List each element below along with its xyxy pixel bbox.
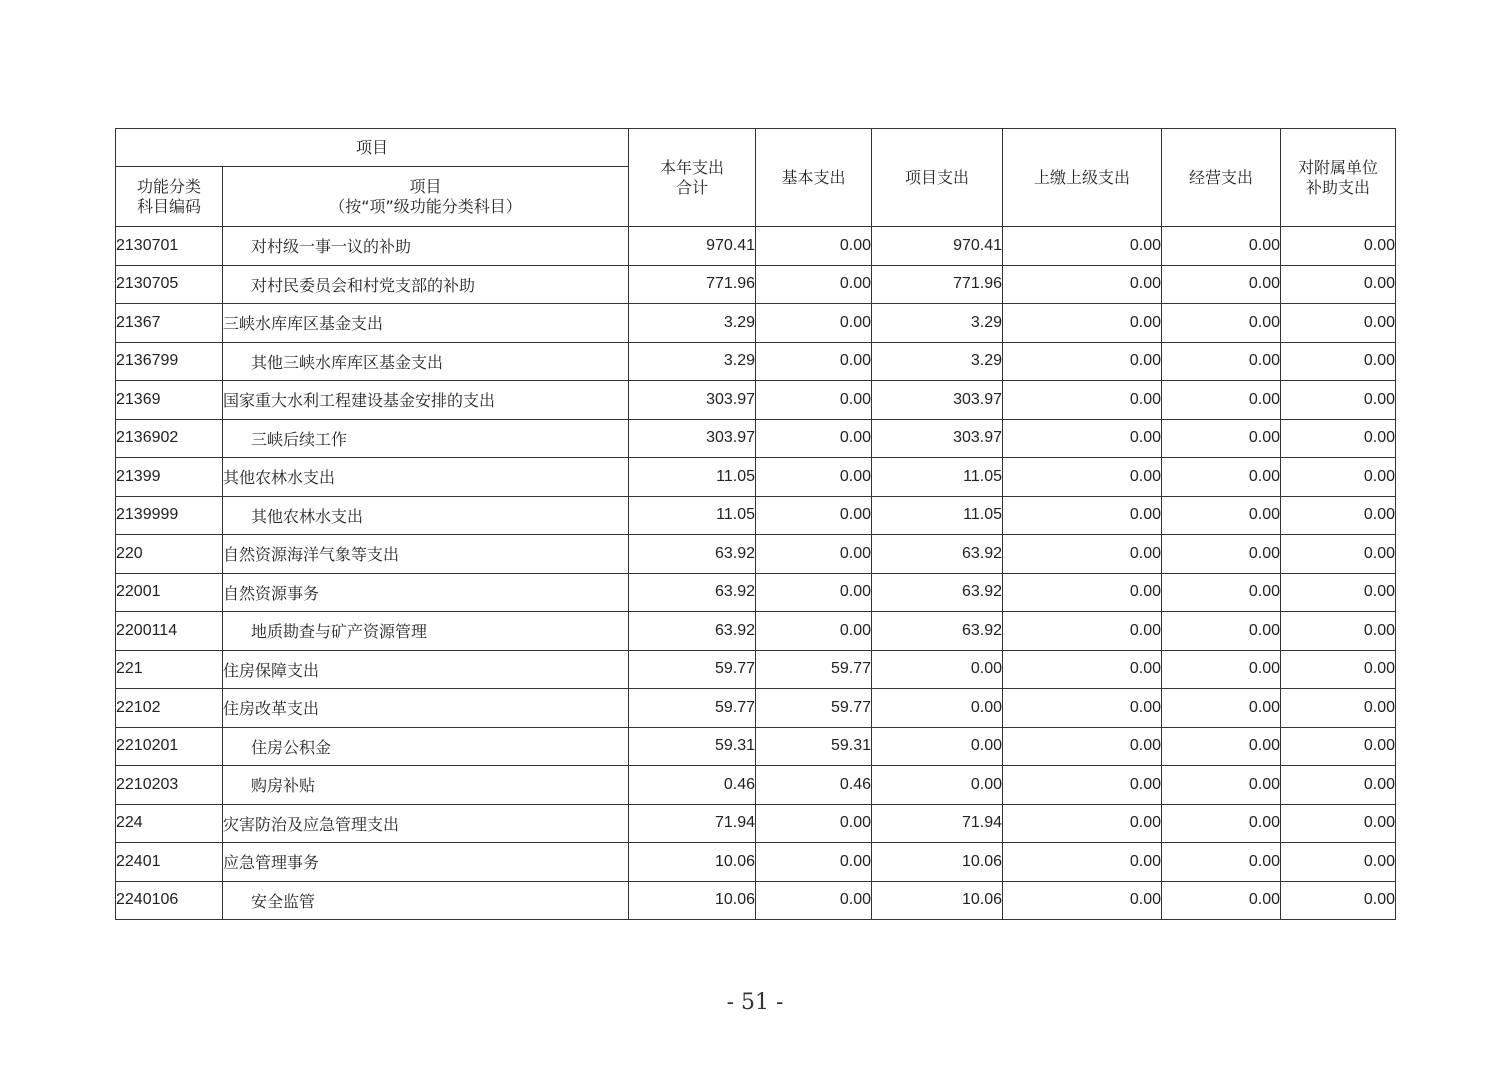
cell-name: 住房保障支出 — [223, 650, 629, 689]
cell-operating: 0.00 — [1162, 612, 1281, 651]
cell-project: 63.92 — [872, 535, 1003, 574]
cell-subsidiary: 0.00 — [1281, 573, 1396, 612]
cell-total: 11.05 — [629, 496, 756, 535]
cell-upper: 0.00 — [1003, 766, 1162, 805]
cell-name: 购房补贴 — [223, 766, 629, 805]
cell-code: 2210203 — [116, 766, 223, 805]
cell-basic: 0.00 — [756, 342, 872, 381]
table-row — [116, 342, 1396, 381]
cell-project: 10.06 — [872, 843, 1003, 882]
cell-operating: 0.00 — [1162, 766, 1281, 805]
table-row — [116, 535, 1396, 574]
cell-operating: 0.00 — [1162, 265, 1281, 304]
cell-upper: 0.00 — [1003, 342, 1162, 381]
cell-operating: 0.00 — [1162, 650, 1281, 689]
table-row — [116, 381, 1396, 420]
cell-subsidiary: 0.00 — [1281, 227, 1396, 266]
table-row — [116, 419, 1396, 458]
page-number: - 51 - — [726, 990, 784, 1015]
cell-basic: 0.00 — [756, 458, 872, 497]
cell-basic: 59.77 — [756, 650, 872, 689]
cell-total: 11.05 — [629, 458, 756, 497]
cell-subsidiary: 0.00 — [1281, 650, 1396, 689]
cell-project: 63.92 — [872, 612, 1003, 651]
header-project: 项目支出 — [872, 129, 1003, 227]
cell-code: 2136902 — [116, 419, 223, 458]
cell-name: 对村级一事一议的补助 — [223, 227, 629, 266]
cell-operating: 0.00 — [1162, 342, 1281, 381]
cell-operating: 0.00 — [1162, 458, 1281, 497]
cell-operating: 0.00 — [1162, 419, 1281, 458]
cell-name: 住房公积金 — [223, 727, 629, 766]
cell-upper: 0.00 — [1003, 612, 1162, 651]
cell-code: 21367 — [116, 304, 223, 343]
cell-upper: 0.00 — [1003, 458, 1162, 497]
cell-subsidiary: 0.00 — [1281, 419, 1396, 458]
cell-total: 970.41 — [629, 227, 756, 266]
cell-subsidiary: 0.00 — [1281, 766, 1396, 805]
cell-name: 灾害防治及应急管理支出 — [223, 804, 629, 843]
cell-basic: 0.00 — [756, 496, 872, 535]
cell-code: 22102 — [116, 689, 223, 728]
cell-project: 0.00 — [872, 766, 1003, 805]
cell-basic: 0.00 — [756, 265, 872, 304]
cell-code: 21369 — [116, 381, 223, 420]
header-func-code-line2: 科目编码 — [136, 196, 201, 216]
table-body — [116, 227, 1396, 920]
cell-total: 0.46 — [629, 766, 756, 805]
table-row — [116, 804, 1396, 843]
table-row — [116, 881, 1396, 920]
cell-basic: 0.00 — [756, 304, 872, 343]
table-row — [116, 573, 1396, 612]
cell-upper: 0.00 — [1003, 843, 1162, 882]
cell-upper: 0.00 — [1003, 573, 1162, 612]
table-row — [116, 458, 1396, 497]
header-basic: 基本支出 — [756, 129, 872, 227]
header-operating: 经营支出 — [1162, 129, 1281, 227]
cell-subsidiary: 0.00 — [1281, 881, 1396, 920]
cell-project: 0.00 — [872, 689, 1003, 728]
cell-basic: 59.31 — [756, 727, 872, 766]
cell-basic: 0.46 — [756, 766, 872, 805]
cell-upper: 0.00 — [1003, 727, 1162, 766]
cell-project: 0.00 — [872, 727, 1003, 766]
cell-basic: 0.00 — [756, 535, 872, 574]
cell-total: 63.92 — [629, 573, 756, 612]
cell-operating: 0.00 — [1162, 881, 1281, 920]
cell-code: 2130705 — [116, 265, 223, 304]
cell-total: 59.77 — [629, 689, 756, 728]
cell-subsidiary: 0.00 — [1281, 304, 1396, 343]
cell-project: 970.41 — [872, 227, 1003, 266]
cell-total: 303.97 — [629, 419, 756, 458]
cell-subsidiary: 0.00 — [1281, 458, 1396, 497]
cell-subsidiary: 0.00 — [1281, 535, 1396, 574]
header-project-group: 项目 — [116, 129, 629, 167]
cell-basic: 0.00 — [756, 804, 872, 843]
cell-code: 2130701 — [116, 227, 223, 266]
cell-project: 71.94 — [872, 804, 1003, 843]
cell-operating: 0.00 — [1162, 227, 1281, 266]
cell-operating: 0.00 — [1162, 381, 1281, 420]
cell-project: 3.29 — [872, 304, 1003, 343]
cell-name: 其他三峡水库库区基金支出 — [223, 342, 629, 381]
cell-name: 三峡水库库区基金支出 — [223, 304, 629, 343]
cell-basic: 0.00 — [756, 381, 872, 420]
cell-code: 221 — [116, 650, 223, 689]
cell-operating: 0.00 — [1162, 535, 1281, 574]
cell-project: 11.05 — [872, 458, 1003, 497]
cell-code: 2139999 — [116, 496, 223, 535]
cell-subsidiary: 0.00 — [1281, 612, 1396, 651]
cell-name: 应急管理事务 — [223, 843, 629, 882]
cell-project: 10.06 — [872, 881, 1003, 920]
cell-basic: 0.00 — [756, 612, 872, 651]
table-row — [116, 727, 1396, 766]
table-row — [116, 496, 1396, 535]
cell-upper: 0.00 — [1003, 265, 1162, 304]
cell-code: 2200114 — [116, 612, 223, 651]
cell-total: 59.31 — [629, 727, 756, 766]
cell-code: 224 — [116, 804, 223, 843]
header-total — [629, 129, 756, 227]
cell-total: 63.92 — [629, 612, 756, 651]
cell-project: 11.05 — [872, 496, 1003, 535]
cell-code: 2136799 — [116, 342, 223, 381]
cell-operating: 0.00 — [1162, 843, 1281, 882]
cell-subsidiary: 0.00 — [1281, 804, 1396, 843]
cell-subsidiary: 0.00 — [1281, 381, 1396, 420]
cell-name: 住房改革支出 — [223, 689, 629, 728]
cell-name: 地质勘查与矿产资源管理 — [223, 612, 629, 651]
header-subsidiary-line1: 对附属单位 — [1298, 157, 1379, 177]
cell-upper: 0.00 — [1003, 381, 1162, 420]
header-func-code — [116, 167, 223, 227]
cell-operating: 0.00 — [1162, 496, 1281, 535]
cell-upper: 0.00 — [1003, 496, 1162, 535]
cell-name: 自然资源事务 — [223, 573, 629, 612]
cell-total: 63.92 — [629, 535, 756, 574]
cell-subsidiary: 0.00 — [1281, 496, 1396, 535]
cell-operating: 0.00 — [1162, 573, 1281, 612]
cell-code: 2240106 — [116, 881, 223, 920]
expenditure-table — [115, 128, 1396, 920]
table-row — [116, 689, 1396, 728]
cell-operating: 0.00 — [1162, 727, 1281, 766]
cell-code: 21399 — [116, 458, 223, 497]
cell-name: 三峡后续工作 — [223, 419, 629, 458]
cell-basic: 0.00 — [756, 881, 872, 920]
table-row — [116, 612, 1396, 651]
cell-upper: 0.00 — [1003, 689, 1162, 728]
cell-total: 59.77 — [629, 650, 756, 689]
cell-project: 63.92 — [872, 573, 1003, 612]
header-row-1 — [116, 129, 1396, 167]
cell-code: 2210201 — [116, 727, 223, 766]
cell-total: 303.97 — [629, 381, 756, 420]
cell-project: 303.97 — [872, 419, 1003, 458]
table-row — [116, 843, 1396, 882]
cell-name: 自然资源海洋气象等支出 — [223, 535, 629, 574]
cell-project: 0.00 — [872, 650, 1003, 689]
cell-code: 22401 — [116, 843, 223, 882]
header-upper: 上缴上级支出 — [1003, 129, 1162, 227]
header-total-line1: 本年支出 — [660, 157, 725, 177]
cell-basic: 0.00 — [756, 419, 872, 458]
cell-upper: 0.00 — [1003, 227, 1162, 266]
cell-subsidiary: 0.00 — [1281, 689, 1396, 728]
cell-name: 国家重大水利工程建设基金安排的支出 — [223, 381, 629, 420]
cell-code: 220 — [116, 535, 223, 574]
cell-total: 3.29 — [629, 342, 756, 381]
header-total-line2: 合计 — [676, 177, 709, 197]
table-row — [116, 766, 1396, 805]
cell-basic: 0.00 — [756, 573, 872, 612]
cell-basic: 0.00 — [756, 227, 872, 266]
cell-upper: 0.00 — [1003, 535, 1162, 574]
header-project-name — [223, 167, 629, 227]
cell-total: 71.94 — [629, 804, 756, 843]
cell-project: 3.29 — [872, 342, 1003, 381]
cell-upper: 0.00 — [1003, 419, 1162, 458]
header-project-name-line2: （按“项”级功能分类科目） — [329, 196, 522, 216]
cell-upper: 0.00 — [1003, 650, 1162, 689]
cell-operating: 0.00 — [1162, 304, 1281, 343]
cell-total: 10.06 — [629, 843, 756, 882]
header-subsidiary-line2: 补助支出 — [1306, 177, 1371, 197]
cell-code: 22001 — [116, 573, 223, 612]
cell-name: 对村民委员会和村党支部的补助 — [223, 265, 629, 304]
cell-operating: 0.00 — [1162, 804, 1281, 843]
table-row — [116, 227, 1396, 266]
header-project-name-line1: 项目 — [409, 176, 442, 196]
cell-upper: 0.00 — [1003, 881, 1162, 920]
cell-total: 10.06 — [629, 881, 756, 920]
cell-name: 安全监管 — [223, 881, 629, 920]
cell-upper: 0.00 — [1003, 804, 1162, 843]
cell-upper: 0.00 — [1003, 304, 1162, 343]
cell-basic: 0.00 — [756, 843, 872, 882]
cell-project: 303.97 — [872, 381, 1003, 420]
cell-total: 3.29 — [629, 304, 756, 343]
cell-subsidiary: 0.00 — [1281, 727, 1396, 766]
table-row — [116, 650, 1396, 689]
cell-subsidiary: 0.00 — [1281, 342, 1396, 381]
cell-total: 771.96 — [629, 265, 756, 304]
cell-project: 771.96 — [872, 265, 1003, 304]
cell-name: 其他农林水支出 — [223, 496, 629, 535]
cell-operating: 0.00 — [1162, 689, 1281, 728]
cell-name: 其他农林水支出 — [223, 458, 629, 497]
table-row — [116, 265, 1396, 304]
header-subsidiary — [1281, 129, 1396, 227]
table-row — [116, 304, 1396, 343]
cell-basic: 59.77 — [756, 689, 872, 728]
cell-subsidiary: 0.00 — [1281, 265, 1396, 304]
header-func-code-line1: 功能分类 — [136, 176, 201, 196]
cell-subsidiary: 0.00 — [1281, 843, 1396, 882]
